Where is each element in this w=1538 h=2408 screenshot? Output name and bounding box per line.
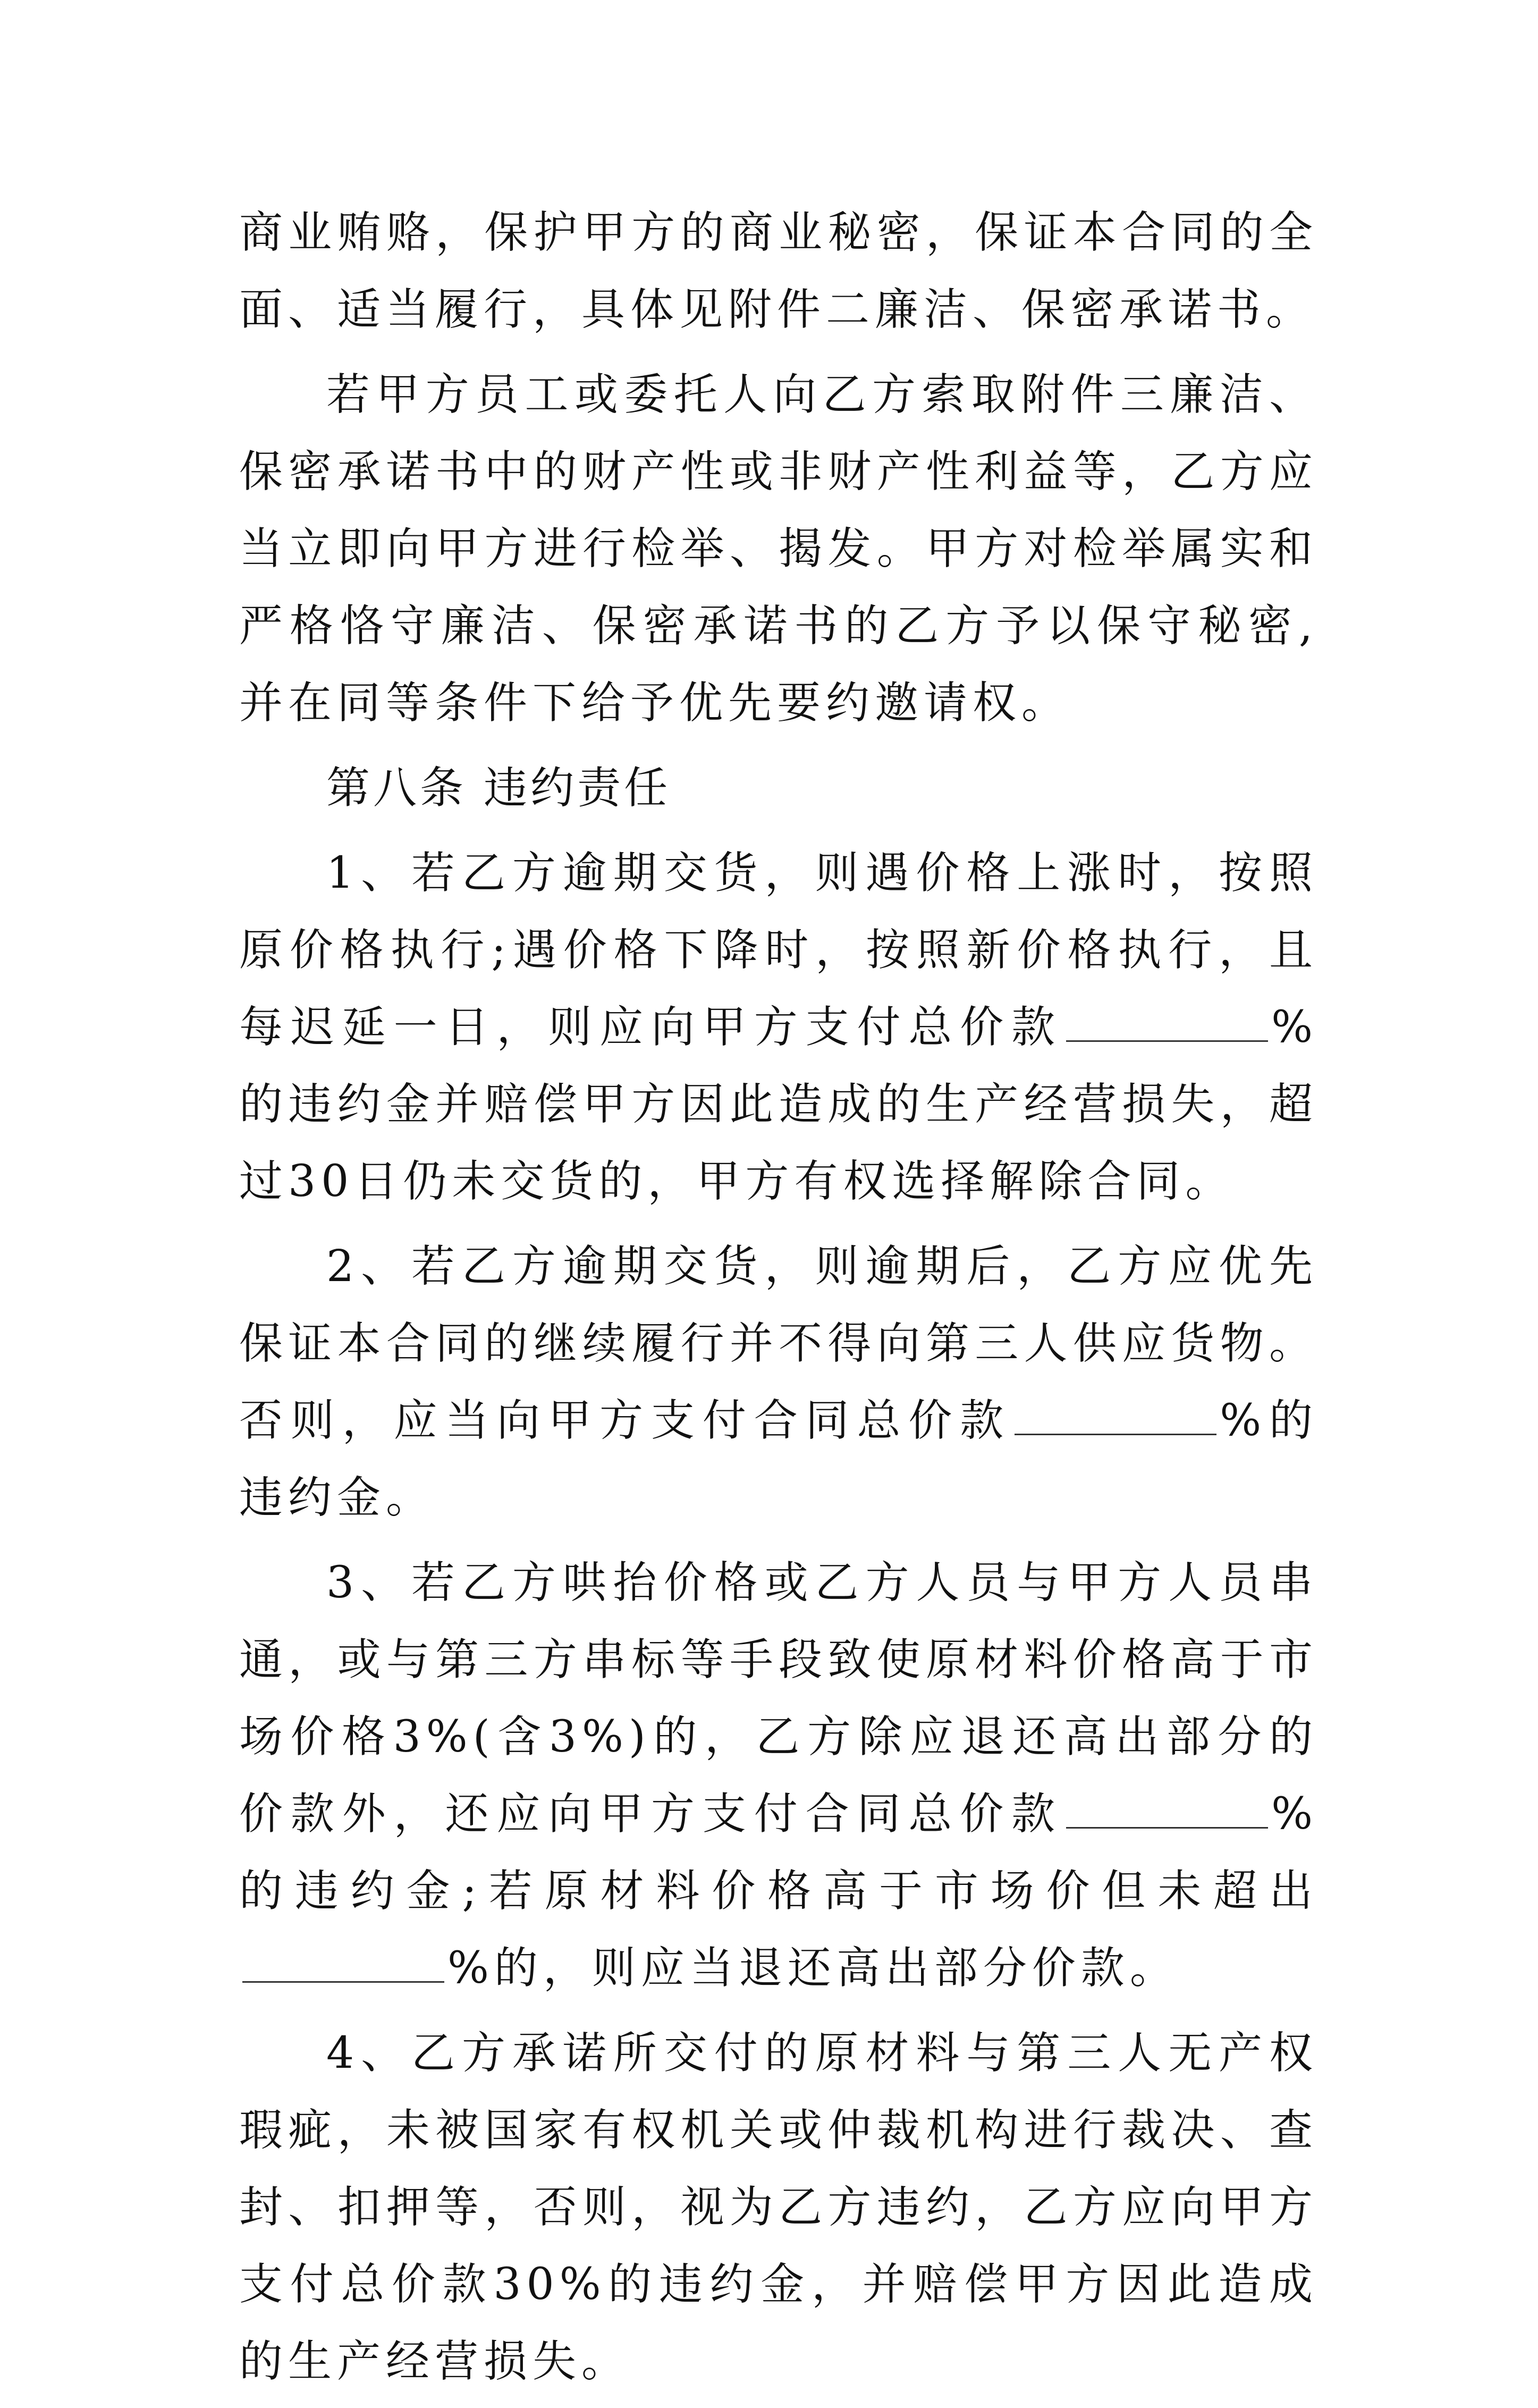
clause-1	[239, 835, 1318, 1220]
clause-3-blank-1	[1066, 1790, 1268, 1829]
article-8-heading: 第八条 违约责任	[326, 763, 671, 813]
clause-4: 4、乙方承诺所交付的原材料与第三人无产权瑕疵，未被国家有权机关或仲裁机构进行裁决、查封、扣押等，否则，视为乙方违约，乙方应向甲方支付总价款30%的违约金，并赔偿甲方因此造成的生产经营损失。	[239, 2028, 1318, 2387]
clause-2	[239, 1228, 1318, 1536]
clause-3-blank-2	[242, 1944, 444, 1983]
clause-1-text-b: %的违约金并赔偿甲方因此造成的生产经营损失，超过30日仍未交货的，甲方有权选择解除合同。	[239, 1002, 1318, 1207]
clause-1-text-a: 1、若乙方逾期交货，则遇价格上涨时，按照原价格执行;遇价格下降时，按照新价格执行，且每迟延一日，则应向甲方支付总价款	[239, 848, 1318, 1053]
clause-3	[239, 1544, 1318, 2007]
clause-3-text-a: 3、若乙方哄抬价格或乙方人员与甲方人员串通，或与第三方串标等手段致使原材料价格高于市场价格3%(含3%)的，乙方除应退还高出部分的价款外，还应向甲方支付合同总价款	[239, 1557, 1318, 1839]
clause-2-text-a: 2、若乙方逾期交货，则逾期后，乙方应优先保证本合同的继续履行并不得向第三人供应货物。否则，应当向甲方支付合同总价款	[239, 1241, 1318, 1446]
paragraph-continuation: 商业贿赂，保护甲方的商业秘密，保证本合同的全面、适当履行，具体见附件二廉洁、保密承诺书。	[239, 207, 1318, 335]
document-body	[239, 194, 1318, 2408]
clause-2-text-b: %的违约金。	[239, 1395, 1318, 1523]
clause-2-blank	[1015, 1396, 1216, 1435]
paragraph-integrity-reporting: 若甲方员工或委托人向乙方索取附件三廉洁、保密承诺书中的财产性或非财产性利益等，乙方应当立即向甲方进行检举、揭发。甲方对检举属实和严格恪守廉洁、保密承诺书的乙方予以保守秘密,并在同等条件下给予优先要约邀请权。	[239, 369, 1318, 728]
clause-1-blank	[1066, 1003, 1268, 1042]
clause-3-text-c: %的，则应当退还高出部分价款。	[447, 1943, 1179, 1993]
clause-3-text-b: %的违约金;若原材料价格高于市场价但未超出	[239, 1789, 1318, 1916]
